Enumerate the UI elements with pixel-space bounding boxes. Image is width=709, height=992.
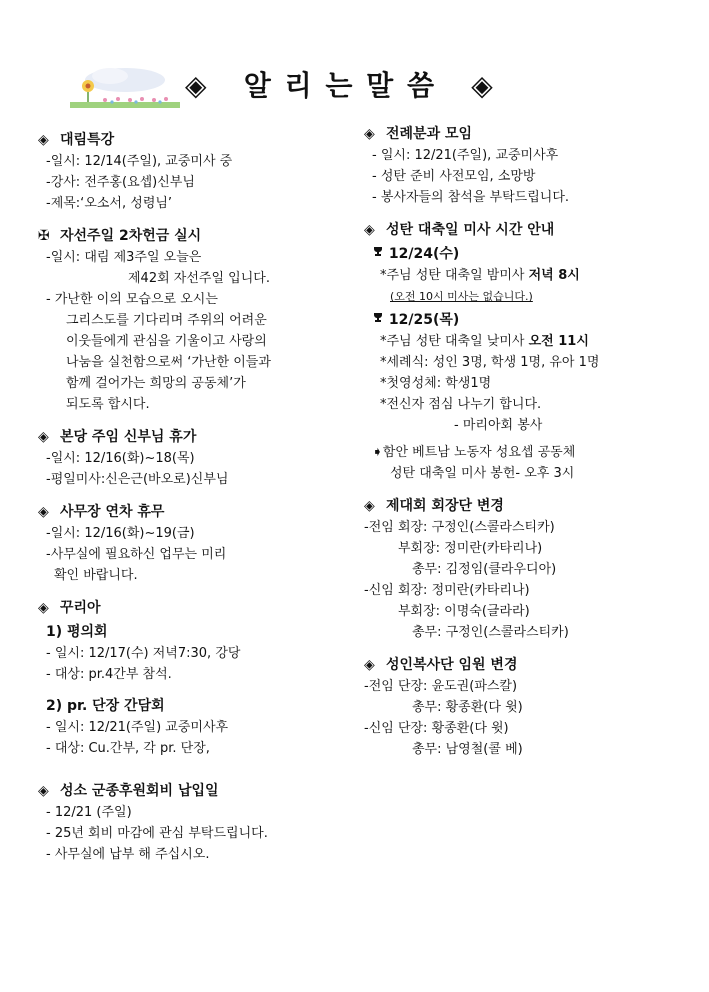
curia-line: - 대상: pr.4간부 참석.: [46, 667, 172, 682]
christmas-heading: ◈ 성탄 대축일 미사 시간 안내: [364, 220, 694, 241]
diamond-icon: ◈: [364, 126, 375, 142]
advent-heading: ◈ 대림특강: [38, 130, 358, 151]
christmas-day-line: *주님 성탄 대축일 낮미사 오전 11시: [380, 334, 589, 349]
adult-line: -전임 단장: 윤도권(파스칼): [364, 679, 518, 694]
dues-line: - 사무실에 납부 해 주십시오.: [46, 847, 210, 862]
charity-body: 함께 걸어가는 희망의 공동체’가: [66, 376, 246, 391]
charity-body: 나눔을 실천함으로써 ‘가난한 이들과: [66, 355, 271, 370]
adult-line: -신임 단장: 황종환(다 윗): [364, 721, 509, 736]
curia-heading: ◈ 꾸리아: [38, 598, 358, 619]
curia-sub-heading: 1) 평의회: [46, 624, 108, 640]
diamond-icon: ◈: [38, 600, 49, 616]
christmas-eve-date: 12/24(수): [364, 243, 694, 265]
council-line: 총무: 김정임(클라우디아): [412, 562, 557, 577]
charity-body: 되도록 합시다.: [66, 397, 150, 412]
charity-date: -일시: 대림 제3주일 오늘은: [46, 250, 202, 265]
vietnam-line: ➧함안 베트남 노동자 성요셉 공동체: [372, 445, 576, 460]
pastor-leave-line: -평일미사:신은근(바오로)신부님: [46, 472, 229, 487]
cross-icon: ✠: [38, 228, 50, 244]
dues-line: - 12/21 (주일): [46, 805, 132, 820]
council-line: 부회장: 이명숙(글라라): [398, 604, 530, 619]
diamond-icon: ◈: [364, 498, 375, 514]
title-marker-left: ◈: [185, 69, 209, 102]
adult-line: 총무: 황종환(다 윗): [412, 700, 523, 715]
pastor-leave-line: -일시: 12/16(화)~18(목): [46, 451, 195, 466]
charity-body: 이웃들에게 관심을 기울이고 사랑의: [66, 334, 267, 349]
advent-line: -제목:‘오소서, 성령님’: [46, 196, 173, 211]
christmas-day-line: *세례식: 성인 3명, 학생 1명, 유아 1명: [380, 355, 600, 370]
pastor-leave-section: [38, 427, 358, 490]
liturgy-heading: ◈ 전례분과 모임: [364, 124, 694, 145]
page-title: [185, 64, 605, 104]
office-line: 확인 바랍니다.: [54, 568, 138, 583]
curia-section: [38, 598, 358, 759]
liturgy-line: - 성탄 준비 사전모임, 소망방: [372, 169, 536, 184]
diamond-icon: ◈: [364, 657, 375, 673]
charity-date-2: 제42회 자선주일 입니다.: [128, 271, 270, 286]
christmas-day-date: 12/25(목): [364, 309, 694, 331]
vietnam-line: 성탄 대축일 미사 봉헌- 오후 3시: [390, 466, 575, 481]
council-line: 총무: 구정인(스콜라스티카): [412, 625, 569, 640]
christmas-eve-note: (오전 10시 미사는 없습니다.): [390, 290, 533, 303]
charity-heading: ✠ 자선주일 2차헌금 실시: [38, 226, 358, 247]
charity-body: 그리스도를 기다리며 주위의 어려운: [66, 313, 267, 328]
council-line: -전임 회장: 구정인(스콜라스티카): [364, 520, 555, 535]
adult-section: [364, 655, 694, 760]
liturgy-line: - 일시: 12/21(주일), 교중미사후: [372, 148, 559, 163]
adult-heading: ◈ 성인복사단 임원 변경: [364, 655, 694, 676]
christmas-day-sign: - 마리아회 봉사: [454, 418, 543, 433]
council-line: 부회장: 정미란(카타리나): [398, 541, 543, 556]
left-column: [38, 130, 358, 877]
liturgy-line: - 봉사자들의 참석을 부탁드립니다.: [372, 190, 570, 205]
diamond-icon: ◈: [38, 132, 49, 148]
dues-line: - 25년 회비 마감에 관심 부탁드립니다.: [46, 826, 268, 841]
diamond-icon: ◈: [38, 783, 49, 799]
trophy-icon: [372, 312, 389, 328]
charity-body: - 가난한 이의 모습으로 오시는: [46, 292, 218, 307]
diamond-icon: ◈: [38, 429, 49, 445]
council-section: [364, 496, 694, 643]
advent-line: -강사: 전주홍(요셉)신부님: [46, 175, 195, 190]
title-marker-right: ◈: [471, 69, 495, 102]
office-line: -일시: 12/16(화)~19(금): [46, 526, 195, 541]
dues-heading: ◈ 성소 군종후원회비 납입일: [38, 781, 358, 802]
liturgy-section: [364, 124, 694, 208]
advent-section: [38, 130, 358, 214]
charity-section: [38, 226, 358, 415]
christmas-eve-line: *주님 성탄 대축일 밤미사 저녁 8시: [380, 268, 580, 283]
office-section: [38, 502, 358, 586]
diamond-icon: ◈: [364, 222, 375, 238]
office-line: -사무실에 필요하신 업무는 미리: [46, 547, 227, 562]
curia-line: - 일시: 12/17(수) 저녁7:30, 강당: [46, 646, 241, 661]
curia-line: - 대상: Cu.간부, 각 pr. 단장,: [46, 741, 210, 756]
trophy-icon: [372, 246, 389, 262]
adult-line: 총무: 남영철(콜 베): [412, 742, 523, 757]
curia-line: - 일시: 12/21(주일) 교중미사후: [46, 720, 229, 735]
christmas-section: [364, 220, 694, 484]
advent-line: -일시: 12/14(주일), 교중미사 중: [46, 154, 233, 169]
flower-garden-icon: [70, 62, 180, 114]
title-text: 알 리 는 말 씀: [243, 69, 437, 102]
council-heading: ◈ 제대회 회장단 변경: [364, 496, 694, 517]
council-line: -신임 회장: 정미란(카타리나): [364, 583, 530, 598]
christmas-day-line: *첫영성체: 학생1명: [380, 376, 492, 391]
christmas-day-line: *전신자 점심 나누기 합니다.: [380, 397, 542, 412]
dues-section: [38, 781, 358, 865]
right-column: [364, 124, 694, 772]
diamond-icon: ◈: [38, 504, 49, 520]
pastor-leave-heading: ◈ 본당 주임 신부님 휴가: [38, 427, 358, 448]
office-heading: ◈ 사무장 연차 휴무: [38, 502, 358, 523]
curia-sub-heading: 2) pr. 단장 간담회: [46, 698, 165, 714]
arrow-icon: ➧: [372, 445, 383, 460]
